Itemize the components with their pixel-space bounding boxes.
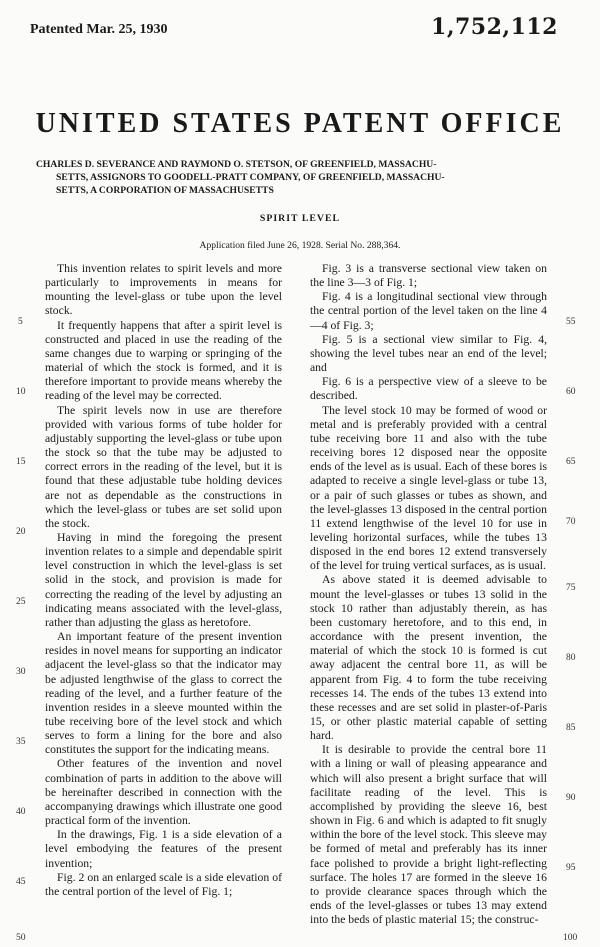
invention-title: SPIRIT LEVEL bbox=[259, 213, 341, 224]
patent-number: 1,752,112 bbox=[431, 14, 558, 40]
paragraph: Fig. 2 on an enlarged scale is a side elevation of the central portion of the level of Fig. 1; bbox=[45, 870, 282, 898]
inventors-line-2: SETTS, ASSIGNORS TO GOODELL-PRATT COMPANY, OF GREENFIELD, MASSACHU- bbox=[56, 172, 445, 183]
patent-date: Patented Mar. 25, 1930 bbox=[30, 22, 168, 37]
paragraph: It is desirable to provide the central bore 11 with a lining or wall of pleasing appearance and which will also present a bright surface that will facilitate reading of the level. This is accomplished by providing the sleeve 16, best shown in Fig. 6 and which is adapted to fit snugly within the bore of the level stock. This sleeve may be formed of metal and preferably has its inner face polished to provide a bright light-reflecting surface. The holes 17 are formed in the sleeve 16 to provide clearance spaces through which the ends of the level-glasses or tubes 13 may extend into the beds of plastic material 15; the construc- bbox=[310, 743, 547, 927]
paragraph: This invention relates to spirit levels and more particularly to improvements in means for mounting the level-glass or tube upon the level stock. bbox=[45, 262, 282, 318]
line-number: 50 bbox=[16, 933, 26, 943]
line-number: 5 bbox=[18, 317, 23, 327]
line-number: 60 bbox=[566, 387, 576, 397]
paragraph: The spirit levels now in use are therefore provided with various forms of tube holder for adjustably supporting the level-glass or tube upon the stock so that the tube may be adjusted to correct errors in the reading of the level, but it is found that these adjustable tube holding devices are not as dependable as the constructions in which the level-glass or tubes are set solid upon the stock. bbox=[45, 403, 282, 530]
office-heading: UNITED STATES PATENT OFFICE bbox=[35, 108, 565, 139]
paragraph: Other features of the invention and novel combination of parts in addition to the above will be hereinafter described in connection with the accompanying drawings which illustrate one good practical form of the invention. bbox=[45, 757, 282, 828]
paragraph: An important feature of the present invention resides in novel means for supporting an indicator adjacent the level-glass so that the indicator may be adjusted lengthwise of the glass to correct the reading of the level, and a further feature of the invention resides in a sleeve mounted within the tube receiving bore of the level stock and which serves to form a lining for the bore and also constitutes the support for the indicating means. bbox=[45, 630, 282, 757]
paragraph: As above stated it is deemed advisable to mount the level-glasses or tubes 13 solid in the stock 10 rather than adjustably therein, as has been customary heretofore, and to this end, in accordance with the present invention, the material of which the stock 10 is formed is cut away adjacent the central bore 11, as will be apparent from Fig. 4 to form the tube receiving recesses 14. The ends of the tubes 13 extend into these recesses and are set solid in plaster-of-Paris 15, or other plastic material capable of setting hard. bbox=[310, 573, 547, 743]
line-number: 55 bbox=[566, 317, 576, 327]
line-number: 20 bbox=[16, 527, 26, 537]
page-header bbox=[30, 14, 580, 48]
line-number: 85 bbox=[566, 723, 576, 733]
inventors-line-1: CHARLES D. SEVERANCE AND RAYMOND O. STETSON, OF GREENFIELD, MASSACHU- bbox=[36, 159, 437, 170]
inventors-block bbox=[36, 158, 566, 197]
inventors-line-3: SETTS, A CORPORATION OF MASSACHUSETTS bbox=[56, 185, 274, 196]
paragraph: It frequently happens that after a spirit level is constructed and placed in use the reading of the same changes due to warping or springing of the material of which the stock is formed, and it is therefore important to provide means whereby the reading of the level may be corrected. bbox=[45, 318, 282, 403]
paragraph: Fig. 6 is a perspective view of a sleeve to be described. bbox=[310, 375, 547, 403]
line-number: 75 bbox=[566, 583, 576, 593]
filing-info: Application filed June 26, 1928. Serial No. 288,364. bbox=[199, 240, 401, 251]
paragraph: In the drawings, Fig. 1 is a side elevation of a level embodying the features of the present invention; bbox=[45, 828, 282, 870]
line-number: 100 bbox=[563, 933, 578, 943]
line-number: 10 bbox=[16, 387, 26, 397]
line-number: 25 bbox=[16, 597, 26, 607]
line-number: 35 bbox=[16, 737, 26, 747]
line-number: 15 bbox=[16, 457, 26, 467]
line-number: 80 bbox=[566, 653, 576, 663]
paragraph: Fig. 4 is a longitudinal sectional view through the central portion of the level taken on the line 4—4 of Fig. 3; bbox=[310, 290, 547, 332]
paragraph: Fig. 3 is a transverse sectional view taken on the line 3—3 of Fig. 1; bbox=[310, 262, 547, 290]
paragraph: Fig. 5 is a sectional view similar to Fig. 4, showing the level tubes near an end of the level; and bbox=[310, 332, 547, 375]
left-column bbox=[45, 262, 282, 899]
line-number: 45 bbox=[16, 877, 26, 887]
line-number: 90 bbox=[566, 793, 576, 803]
paragraph: Having in mind the foregoing the present invention relates to a simple and dependable spirit level construction in which the level-glass is set solid in the stock, and provision is made for correcting the reading of the level by adjusting an indicating means associated with the level-glass, rather than adjusting the glass as heretofore. bbox=[45, 530, 282, 629]
line-number: 70 bbox=[566, 517, 576, 527]
line-number: 40 bbox=[16, 807, 26, 817]
right-column bbox=[310, 262, 547, 927]
line-number: 65 bbox=[566, 457, 576, 467]
line-number: 30 bbox=[16, 667, 26, 677]
paragraph: The level stock 10 may be formed of wood or metal and is preferably provided with a central tube receiving bore 11 and also with the tube receiving bores 12 disposed near the opposite ends of the level as is usual. Each of these bores is adapted to receive a single level-glass or tube 13, or a pair of such glasses or tubes as shown, and the level-glasses 13 disposed in the central portion 11 extend lengthwise of the level 10 for use in leveling horizontal surfaces, while the tubes 13 disposed in the end bores 12 extend transversely of the level for truing vertical surfaces, as is usual. bbox=[310, 403, 547, 573]
line-number: 95 bbox=[566, 863, 576, 873]
